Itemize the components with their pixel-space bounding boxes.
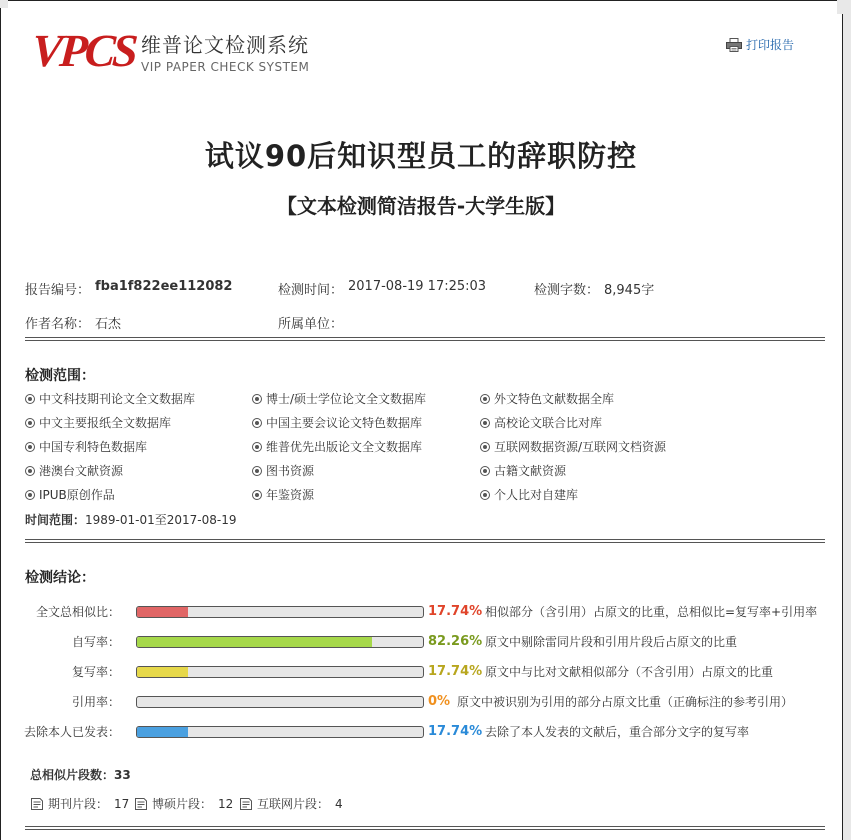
conclusion-title: 检测结论： [25,570,95,586]
result-progress-bar [136,606,424,618]
scope-item [25,462,123,479]
scope-item-label: 高校论文联合比对库 [494,416,603,430]
scope-item-label: 博士/硕士学位论文全文数据库 [266,392,427,406]
result-label: 引用率： [71,695,120,709]
result-row [0,724,842,740]
radio-dot-icon [252,394,262,404]
result-progress-fill [137,607,188,617]
page-shadow [842,0,851,840]
corner-decoration [0,0,8,8]
scope-item [25,438,147,455]
radio-dot-icon [252,418,262,428]
fragment-item [134,795,233,812]
scope-item-label: 互联网数据资源/互联网文档资源 [494,440,667,454]
scope-item-label: 年鉴资源 [266,488,315,502]
radio-dot-icon [480,394,490,404]
check-time-label: 检测时间： [278,283,344,298]
scope-item-label: 中文主要报纸全文数据库 [39,416,172,430]
document-icon [30,797,44,811]
fragment-count: 12 [218,796,234,811]
scope-item-label: 中国主要会议论文特色数据库 [266,416,423,430]
result-row [0,604,842,620]
logo-mark-text: VPCS [30,25,137,76]
radio-dot-icon [252,466,262,476]
scope-item [25,390,195,407]
report-no-label: 报告编号： [25,283,91,298]
scope-item [480,486,578,503]
time-range-label: 时间范围： [25,513,86,527]
fragment-label: 期刊片段： [48,797,109,811]
scope-item [252,486,314,503]
result-label: 去除本人已发表： [23,725,120,739]
result-label: 全文总相似比： [35,605,120,619]
fragment-label: 互联网片段： [257,797,330,811]
word-count-value: 8,945字 [604,283,655,298]
author-value: 石杰 [95,317,122,332]
divider [25,539,825,543]
result-percentage: 17.74% [428,604,483,619]
result-label: 自写率： [71,635,120,649]
word-count-label: 检测字数： [534,283,600,298]
document-icon [134,797,148,811]
scope-item [480,438,666,455]
scope-item-label: 中国专利特色数据库 [39,440,148,454]
scope-item-label: 古籍文献资源 [494,464,567,478]
scope-item [25,414,171,431]
time-range [25,511,237,528]
scope-item-label: 港澳台文献资源 [39,464,124,478]
radio-dot-icon [25,442,35,452]
check-time-value: 2017-08-19 17:25:03 [348,279,487,294]
scope-item [480,390,614,407]
scope-item [252,390,426,407]
radio-dot-icon [480,418,490,428]
scope-item-label: 图书资源 [266,464,315,478]
scope-item-label: IPUB原创作品 [39,488,115,502]
vpcs-logo [30,25,310,78]
print-report-label: 打印报告 [746,38,795,52]
radio-dot-icon [480,490,490,500]
result-progress-fill [137,637,372,647]
scope-item [252,414,422,431]
result-description: 原文中与比对文献相似部分（不含引用）占原文的比重 [485,665,774,679]
result-progress-bar [136,666,424,678]
scope-title: 检测范围： [25,368,95,384]
result-row [0,694,842,710]
time-range-value: 1989-01-01至2017-08-19 [85,513,237,527]
result-progress-fill [137,727,188,737]
radio-dot-icon [25,418,35,428]
report-no-value: fba1f822ee112082 [95,279,233,294]
radio-dot-icon [480,442,490,452]
result-description: 原文中被识别为引用的部分占原文比重（正确标注的参考引用） [457,695,794,709]
result-label: 复写率： [71,665,120,679]
result-row [0,664,842,680]
corner-decoration-right [837,0,851,14]
logo-cn-text: 维普论文检测系统 [141,33,310,57]
total-fragments-label: 总相似片段数： [30,768,115,782]
result-description: 去除了本人发表的文献后，重合部分文字的复写率 [485,725,750,739]
scope-item-label: 维普优先出版论文全文数据库 [266,440,423,454]
scope-item [480,462,566,479]
fragment-count: 17 [114,796,130,811]
scope-item [25,486,115,503]
result-percentage: 0% [428,694,451,709]
divider [25,337,825,341]
divider [25,826,825,830]
radio-dot-icon [25,490,35,500]
author-label: 作者名称： [25,317,91,332]
unit-label: 所属单位： [278,317,344,332]
printer-icon [726,38,742,52]
result-progress-bar [136,636,424,648]
logo-en-text: VIP PAPER CHECK SYSTEM [141,60,310,74]
result-description: 相似部分（含引用）占原文的比重，总相似比=复写率+引用率 [485,605,818,619]
scope-item [252,438,422,455]
radio-dot-icon [252,490,262,500]
result-percentage: 17.74% [428,724,483,739]
fragment-label: 博硕片段： [152,797,213,811]
document-icon [239,797,253,811]
scope-item [480,414,602,431]
result-percentage: 17.74% [428,664,483,679]
result-row [0,634,842,650]
paper-title: 试议90后知识型员工的辞职防控 [204,139,638,173]
result-progress-fill [137,667,188,677]
result-progress-bar [136,696,424,708]
report-subtitle: 【文本检测简洁报告-大学生版】 [276,194,566,218]
fragment-count: 4 [335,796,343,811]
scope-item-label: 中文科技期刊论文全文数据库 [39,392,196,406]
result-progress-bar [136,726,424,738]
total-fragments-value: 33 [114,768,131,782]
radio-dot-icon [252,442,262,452]
scope-item-label: 个人比对自建库 [494,488,579,502]
radio-dot-icon [480,466,490,476]
logo-mark [30,25,137,76]
fragment-item [30,795,129,812]
fragment-item [239,795,343,812]
result-percentage: 82.26% [428,634,483,649]
total-fragments [30,766,131,783]
radio-dot-icon [25,466,35,476]
scope-item-label: 外文特色文献数据全库 [494,392,615,406]
scope-item [252,462,314,479]
result-description: 原文中剔除雷同片段和引用片段后占原文的比重 [485,635,738,649]
print-report-button[interactable] [726,36,794,53]
radio-dot-icon [25,394,35,404]
